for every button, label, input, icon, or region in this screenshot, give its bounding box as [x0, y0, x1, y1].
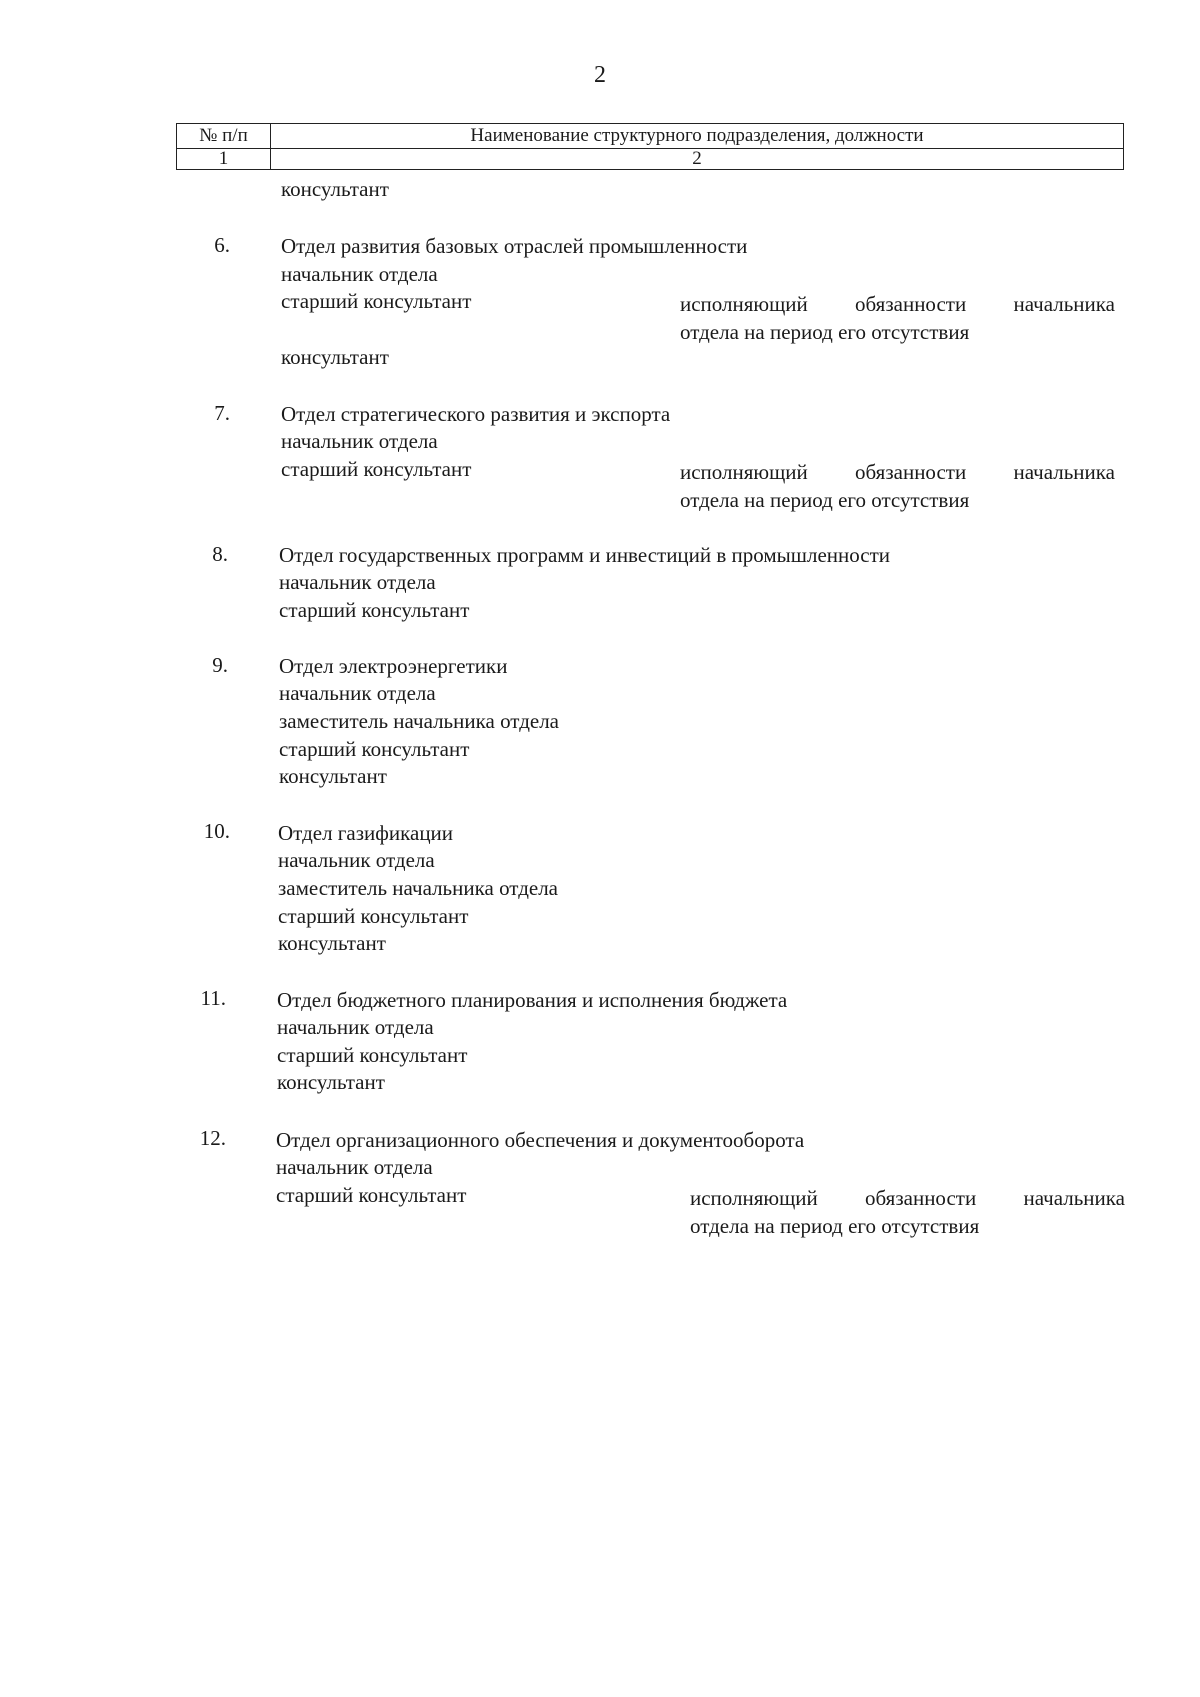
header-num-1: 1 [177, 149, 271, 170]
section-title: Отдел государственных программ и инвестиций в промышленности [279, 543, 890, 567]
acting-head-note [690, 1184, 1125, 1240]
position-line: начальник отдела [279, 681, 436, 705]
note-line: отдела на период его отсутствия [680, 488, 970, 512]
section-title: Отдел бюджетного планирования и исполнения бюджета [277, 988, 788, 1012]
header-col-name: Наименование структурного подразделения, должности [271, 124, 1124, 149]
position-line: старший консультант [277, 1043, 468, 1067]
header-row [177, 124, 1124, 149]
note-line: исполняющий обязанности начальника [680, 292, 1115, 316]
header-table [176, 123, 1124, 170]
section-number: 8. [212, 542, 228, 566]
position-line: старший консультант [281, 457, 472, 481]
section-number: 6. [214, 233, 230, 257]
position-line: старший консультант [279, 598, 470, 622]
position-line: консультант [281, 345, 389, 369]
acting-head-note [680, 458, 1115, 514]
note-line: исполняющий обязанности начальника [680, 460, 1115, 484]
section-number: 10. [203, 819, 230, 843]
position-line: старший консультант [276, 1183, 467, 1207]
header-num-2: 2 [271, 149, 1124, 170]
section-title: Отдел организационного обеспечения и документооборота [276, 1128, 805, 1152]
section-title: Отдел газификации [278, 821, 454, 845]
position-line: начальник отдела [278, 848, 435, 872]
position-line: консультант [277, 1070, 385, 1094]
acting-head-note [680, 290, 1115, 346]
position-line: консультант [279, 764, 387, 788]
note-line: отдела на период его отсутствия [690, 1214, 980, 1238]
position-line: заместитель начальника отдела [279, 709, 559, 733]
section-number: 12. [199, 1126, 226, 1150]
section-title: Отдел электроэнергетики [279, 654, 508, 678]
section-number: 11. [200, 986, 226, 1010]
position-line: старший консультант [281, 289, 472, 313]
position-line: начальник отдела [281, 429, 438, 453]
position-line: старший консультант [278, 904, 469, 928]
section-title: Отдел развития базовых отраслей промышленности [281, 234, 748, 258]
position-line: начальник отдела [281, 262, 438, 286]
position-line: заместитель начальника отдела [278, 876, 558, 900]
position-line: начальник отдела [279, 570, 436, 594]
position-line: старший консультант [279, 737, 470, 761]
section-title: Отдел стратегического развития и экспорта [281, 402, 671, 426]
position-line: консультант [278, 931, 386, 955]
position-line: начальник отдела [276, 1155, 433, 1179]
continued-position: консультант [281, 177, 389, 201]
note-line: исполняющий обязанности начальника [690, 1186, 1125, 1210]
page-number: 2 [594, 62, 606, 88]
note-line: отдела на период его отсутствия [680, 320, 970, 344]
section-number: 7. [214, 401, 230, 425]
position-line: начальник отдела [277, 1015, 434, 1039]
header-number-row [177, 149, 1124, 170]
header-col-number: № п/п [177, 124, 271, 149]
section-number: 9. [212, 653, 228, 677]
